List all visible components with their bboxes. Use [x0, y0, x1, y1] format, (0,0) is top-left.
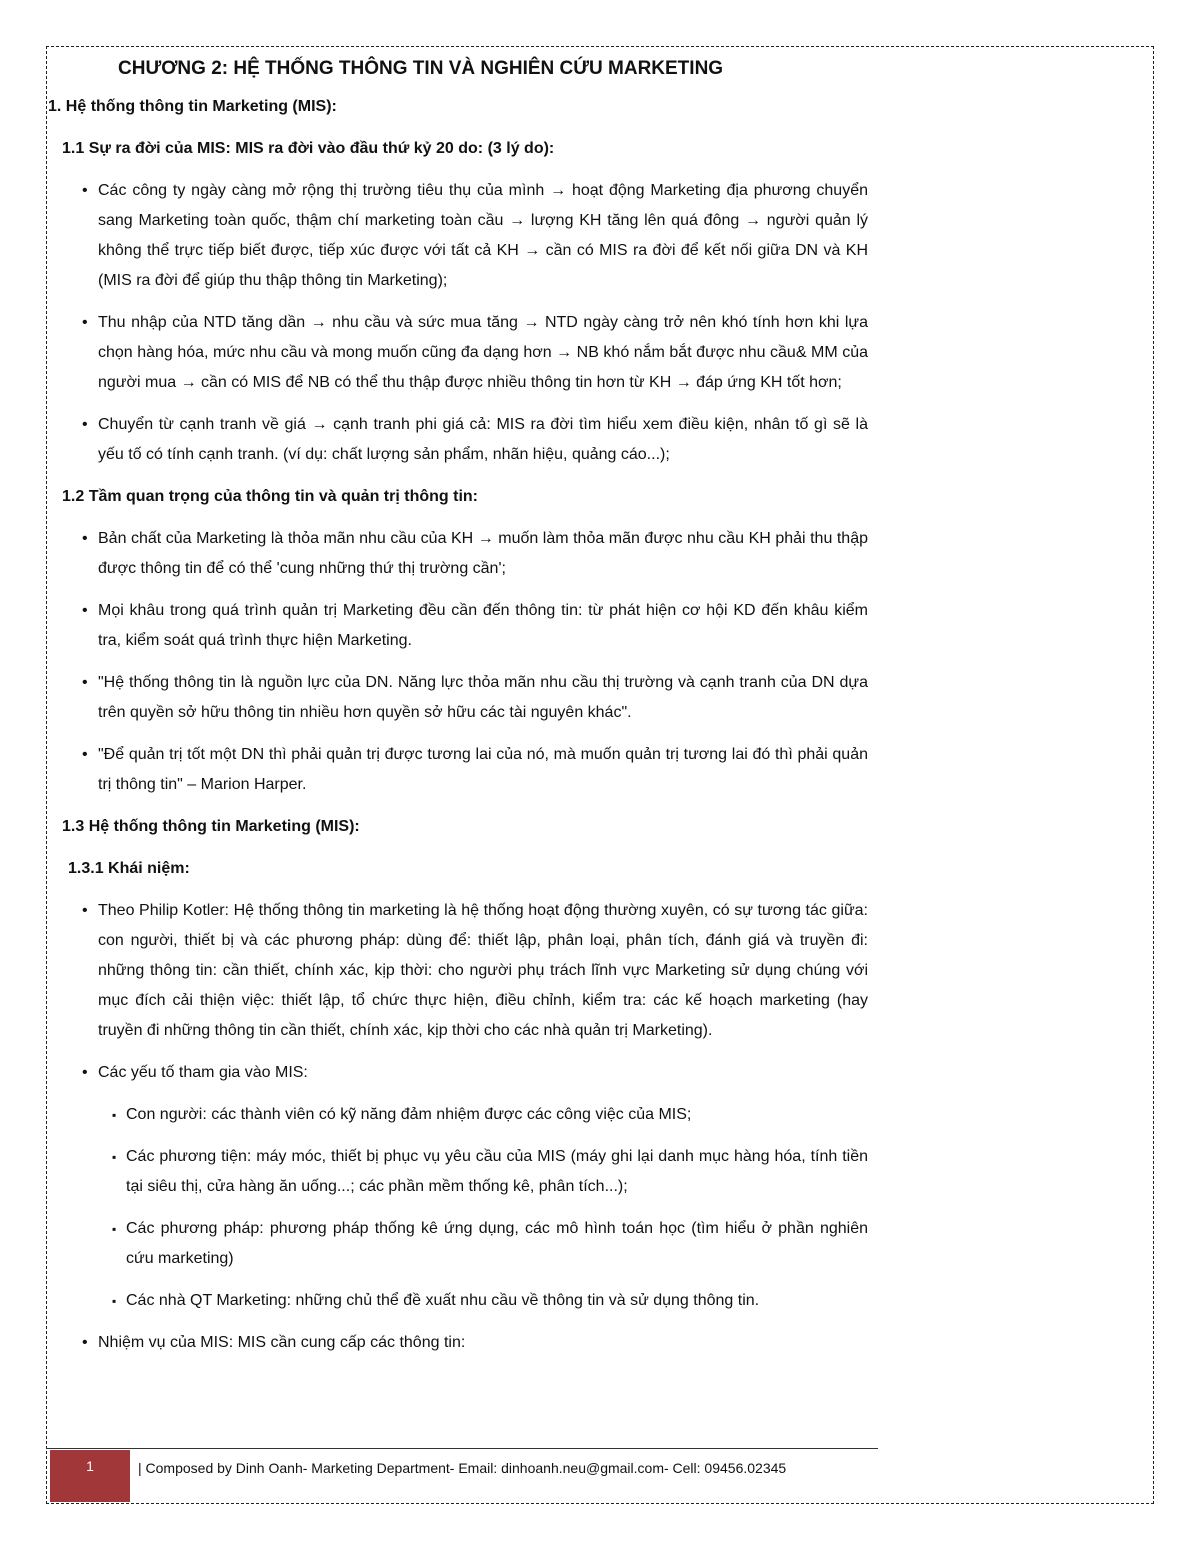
footer-divider	[46, 1448, 878, 1449]
page-number: 1	[86, 1458, 94, 1474]
sub-list-item: ▪ Các nhà QT Marketing: những chủ thể đề xuất nhu cầu về thông tin và sử dụng thông tin.	[48, 1286, 868, 1316]
list-item: • "Hệ thống thông tin là nguồn lực của DN. Năng lực thỏa mãn nhu cầu thị trường và cạnh tranh của DN dựa trên quyền sở hữu thông tin nhiều hơn quyền sở hữu các tài nguyên khác".	[48, 668, 868, 728]
section-1-2-list	[48, 524, 868, 800]
section-1-heading: 1. Hệ thống thông tin Marketing (MIS):	[48, 98, 337, 115]
section-1-1-list	[48, 176, 868, 470]
section-1-1-heading: 1.1 Sự ra đời của MIS: MIS ra đời vào đầu thứ kỷ 20 do: (3 lý do):	[62, 140, 555, 157]
sub-list-item: ▪ Con người: các thành viên có kỹ năng đảm nhiệm được các công việc của MIS;	[48, 1100, 868, 1130]
section-1-3-heading: 1.3 Hệ thống thông tin Marketing (MIS):	[62, 818, 360, 835]
section-1-2-heading: 1.2 Tầm quan trọng của thông tin và quản trị thông tin:	[62, 488, 478, 505]
factors-intro: Các yếu tố tham gia vào MIS:	[98, 1064, 308, 1081]
section-1-3-1-list	[48, 896, 868, 1358]
list-item: • Mọi khâu trong quá trình quản trị Marketing đều cần đến thông tin: từ phát hiện cơ hội KD đến khâu kiểm tra, kiểm soát quá trình thực hiện Marketing.	[48, 596, 868, 656]
factors-list	[48, 1100, 868, 1316]
list-item-factors	[48, 1058, 868, 1316]
document-body	[48, 52, 868, 1370]
list-item: • Nhiệm vụ của MIS: MIS cần cung cấp các thông tin:	[48, 1328, 868, 1358]
sub-list-item: ▪ Các phương tiện: máy móc, thiết bị phục vụ yêu cầu của MIS (máy ghi lại danh mục hàng hóa, tính tiền tại siêu thị, cửa hàng ăn uống...; các phần mềm thống kê, phân tích...);	[48, 1142, 868, 1202]
chapter-title: CHƯƠNG 2: HỆ THỐNG THÔNG TIN VÀ NGHIÊN CỨU MARKETING	[118, 58, 724, 79]
list-item: • Bản chất của Marketing là thỏa mãn nhu cầu của KH → muốn làm thỏa mãn được nhu cầu KH phải thu thập được thông tin để có thể 'cung những thứ thị trường cần';	[48, 524, 868, 584]
list-item: • Các công ty ngày càng mở rộng thị trường tiêu thụ của mình → hoạt động Marketing địa phương chuyển sang Marketing toàn quốc, thậm chí marketing toàn cầu → lượng KH tăng lên quá đông → người quản lý không thể trực tiếp biết được, tiếp xúc được với tất cả KH → cần có MIS ra đời để kết nối giữa DN và KH (MIS ra đời để giúp thu thập thông tin Marketing);	[48, 176, 868, 296]
sub-list-item: ▪ Các phương pháp: phương pháp thống kê ứng dụng, các mô hình toán học (tìm hiểu ở phần nghiên cứu marketing)	[48, 1214, 868, 1274]
list-item: • Thu nhập của NTD tăng dần → nhu cầu và sức mua tăng → NTD ngày càng trở nên khó tính hơn khi lựa chọn hàng hóa, mức nhu cầu và mong muốn cũng đa dạng hơn → NB khó nắm bắt được nhu cầu& MM của người mua → cần có MIS để NB có thể thu thập được nhiều thông tin hơn từ KH → đáp ứng KH tốt hơn;	[48, 308, 868, 398]
list-item: • Chuyển từ cạnh tranh về giá → cạnh tranh phi giá cả: MIS ra đời tìm hiểu xem điều kiện, nhân tố gì sẽ là yếu tố có tính cạnh tranh. (ví dụ: chất lượng sản phẩm, nhãn hiệu, quảng cáo...);	[48, 410, 868, 470]
footer-text: | Composed by Dinh Oanh- Marketing Department- Email: dinhoanh.neu@gmail.com- Cell: 09456.02345	[138, 1460, 787, 1476]
section-1-3-1-heading: 1.3.1 Khái niệm:	[68, 860, 190, 877]
list-item: • Theo Philip Kotler: Hệ thống thông tin marketing là hệ thống hoạt động thường xuyên, có sự tương tác giữa: con người, thiết bị và các phương pháp: dùng để: thiết lập, phân loại, phân tích, đánh giá và truyền đi: những thông tin: cần thiết, chính xác, kịp thời: cho người phụ trách lĩnh vực Marketing sử dụng chúng với mục đích cải thiện việc: thiết lập, tổ chức thực hiện, điều chỉnh, kiểm tra: các kế hoạch marketing (hay truyền đi những thông tin cần thiết, chính xác, kịp thời cho các nhà quản trị Marketing).	[48, 896, 868, 1046]
list-item: • "Để quản trị tốt một DN thì phải quản trị được tương lai của nó, mà muốn quản trị tương lai đó thì phải quản trị thông tin" – Marion Harper.	[48, 740, 868, 800]
